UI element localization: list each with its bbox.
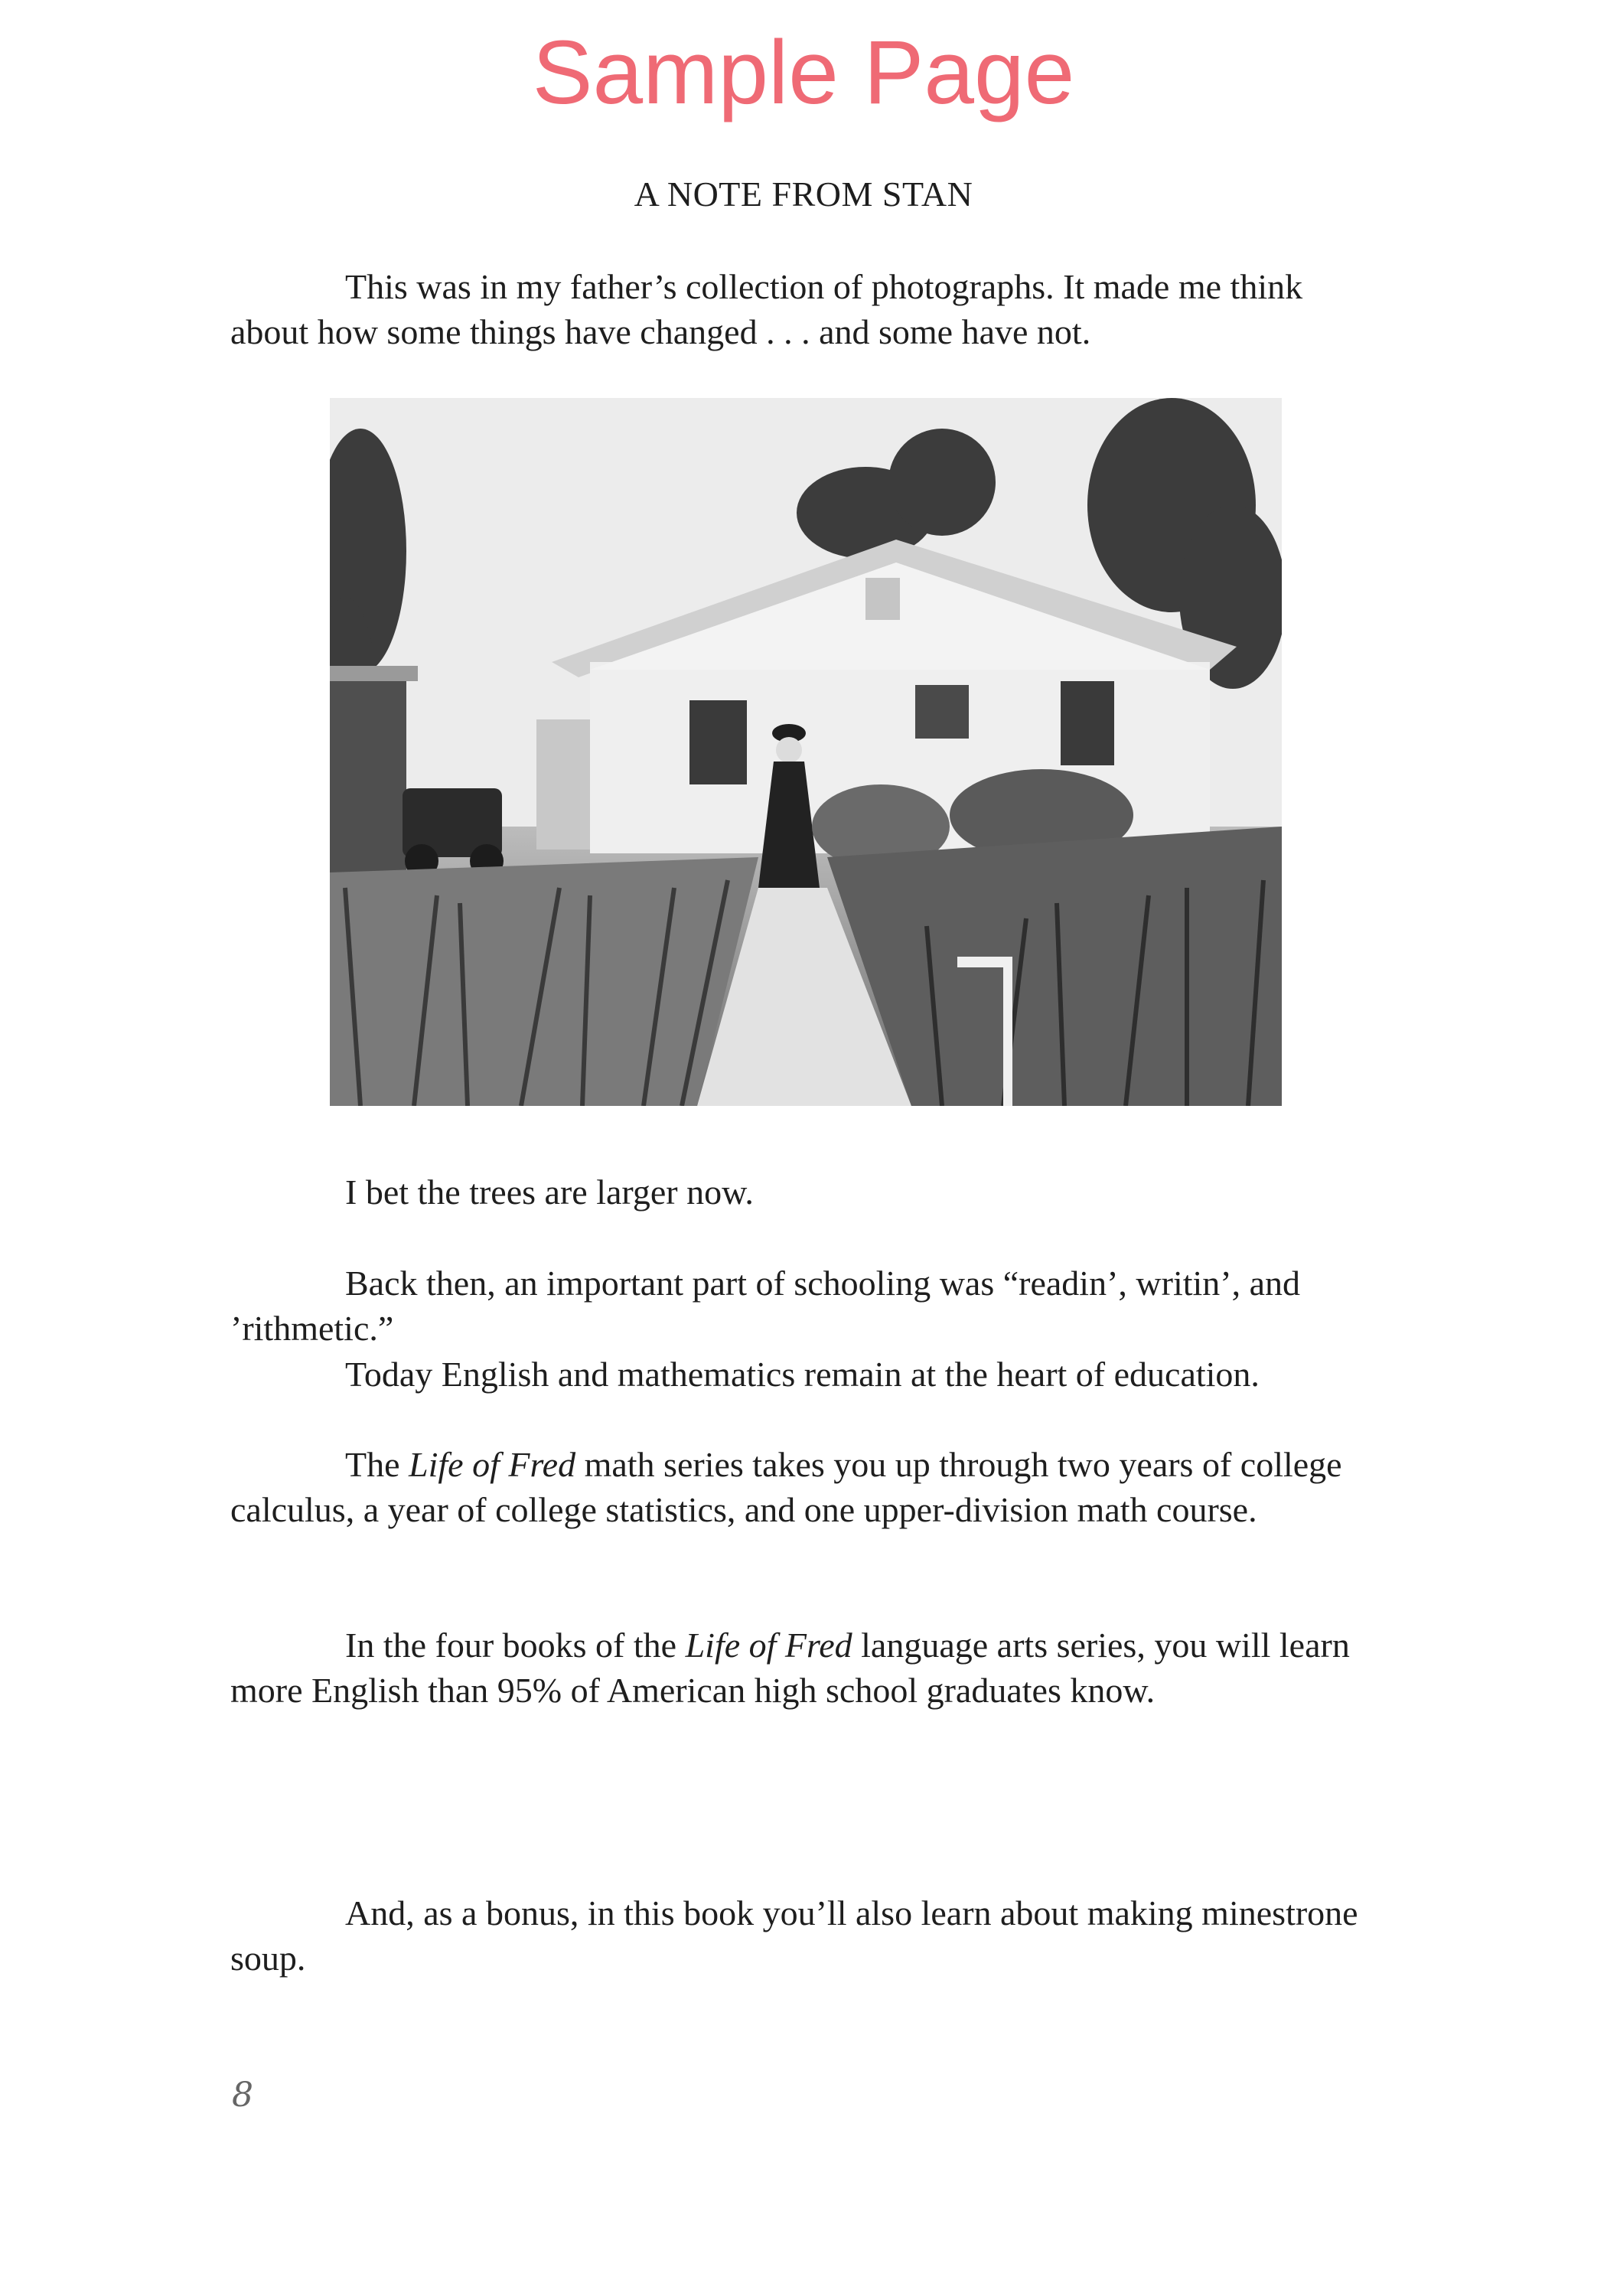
paragraph-language-arts xyxy=(230,1623,1378,1713)
math-series-text-before: The xyxy=(345,1445,409,1484)
paragraph-minestrone: And, as a bonus, in this book you’ll also learn about making minestrone soup. xyxy=(230,1893,1358,1978)
paragraph-intro: This was in my father’s collection of photographs. It made me think about how some things have changed . . . and some have not. xyxy=(230,267,1303,351)
house-photograph xyxy=(330,398,1282,1106)
language-arts-text-before: In the four books of the xyxy=(345,1626,686,1665)
paragraph-schooling: Back then, an important part of schooling was “readin’, writin’, and ’rithmetic.” xyxy=(230,1264,1301,1348)
paragraph-math-series xyxy=(230,1442,1378,1532)
language-arts-text-after: language arts series, you will learn more English than 95% of American high school graduates know. xyxy=(230,1626,1350,1710)
paragraph-trees: I bet the trees are larger now. xyxy=(345,1172,754,1212)
language-arts-title: Life of Fred xyxy=(685,1626,852,1665)
paragraph-today: Today English and mathematics remain at the heart of education. xyxy=(345,1355,1260,1394)
math-series-title: Life of Fred xyxy=(409,1445,576,1484)
section-heading: A NOTE FROM STAN xyxy=(634,174,973,214)
sample-page-watermark: Sample Page xyxy=(532,22,1075,123)
math-series-text-after: math series takes you up through two years of college calculus, a year of college statistics, and one upper-division math course. xyxy=(230,1445,1342,1529)
house-photo-illustration xyxy=(330,398,1282,1106)
page-number: 8 xyxy=(232,2076,253,2115)
